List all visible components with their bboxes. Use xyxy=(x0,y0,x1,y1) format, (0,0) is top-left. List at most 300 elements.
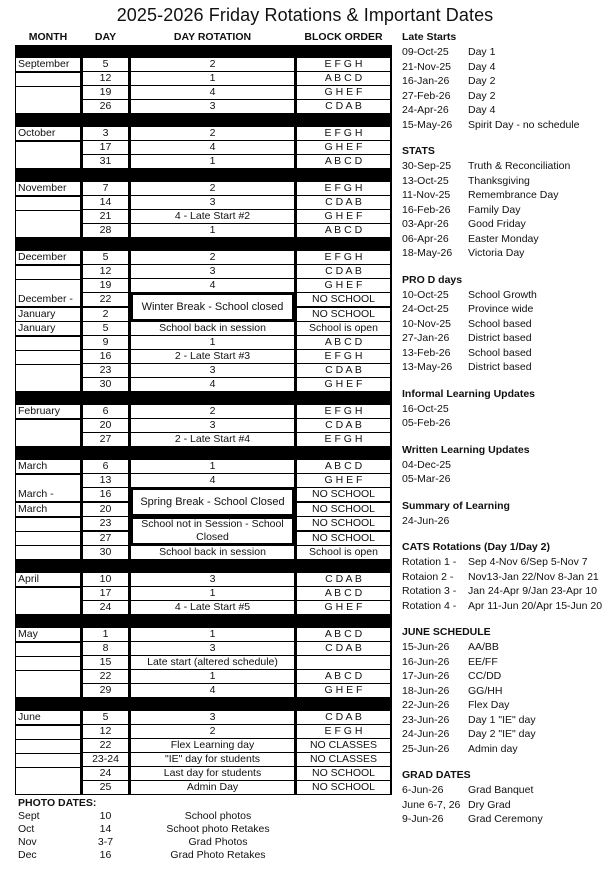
day-cell xyxy=(82,433,130,447)
rotation-cell xyxy=(130,460,296,474)
day-value: 10 xyxy=(83,573,128,586)
table-row xyxy=(15,265,392,279)
rotation-cell xyxy=(130,251,296,265)
month-cell xyxy=(15,224,82,238)
date-row xyxy=(402,798,610,813)
month-cell xyxy=(15,100,82,114)
date-row xyxy=(402,570,610,585)
day-value: 2 xyxy=(83,308,128,321)
date-description: Sep 4-Nov 6/Sep 5-Nov 7 xyxy=(468,556,588,568)
date-row xyxy=(402,60,610,75)
date-description: Day 4 xyxy=(468,104,496,116)
day-value: 5 xyxy=(83,251,128,264)
rotation-value: Late start (altered schedule) xyxy=(131,656,294,669)
photo-month: Nov xyxy=(18,836,37,848)
table-row xyxy=(15,378,392,392)
date-row xyxy=(402,217,610,232)
day-cell xyxy=(82,405,130,419)
rotation-cell xyxy=(130,100,296,114)
day-cell xyxy=(82,601,130,615)
block-order-cell xyxy=(296,100,392,114)
rotation-cell xyxy=(130,293,296,322)
rotation-value: "IE" day for students xyxy=(131,753,294,766)
month-value xyxy=(16,224,80,237)
block-order-cell xyxy=(296,72,392,86)
block-order-value: C D A B xyxy=(297,642,390,655)
table-row xyxy=(15,279,392,293)
day-value: 30 xyxy=(83,546,128,559)
date-row xyxy=(402,416,610,431)
month-value xyxy=(16,280,80,293)
date-row xyxy=(402,159,610,174)
month-value xyxy=(16,518,80,531)
month-value: March xyxy=(16,503,80,516)
date-description: Apr 11-Jun 20/Apr 15-Jun 20 xyxy=(468,599,603,612)
date-description: AA/BB xyxy=(468,641,499,653)
month-value xyxy=(16,142,80,155)
important-dates-sidebar xyxy=(402,30,610,839)
day-cell xyxy=(82,182,130,196)
month-value xyxy=(16,155,80,168)
day-cell xyxy=(82,322,130,336)
divider-cell xyxy=(15,560,392,573)
table-row xyxy=(15,753,392,767)
day-value: 15 xyxy=(83,656,128,669)
day-cell xyxy=(82,587,130,601)
day-cell xyxy=(82,336,130,350)
rotation-cell xyxy=(130,405,296,419)
date-row xyxy=(402,402,610,417)
month-cell xyxy=(15,781,82,795)
date-row xyxy=(402,713,610,728)
rotation-cell xyxy=(130,350,296,364)
rotation-cell xyxy=(130,182,296,196)
block-order-cell xyxy=(296,517,392,532)
day-value: 22 xyxy=(83,293,128,306)
table-row xyxy=(15,656,392,670)
date-value: 16-Jun-26 xyxy=(402,655,450,668)
month-value xyxy=(16,754,80,767)
column-header-month xyxy=(15,31,82,45)
date-value: 13-Feb-26 xyxy=(402,346,451,359)
rotation-cell xyxy=(130,601,296,615)
day-value: 13 xyxy=(83,474,128,487)
date-row xyxy=(402,331,610,346)
block-order-cell xyxy=(296,141,392,155)
day-cell xyxy=(82,86,130,100)
block-order-value: A B C D xyxy=(297,155,390,168)
day-cell xyxy=(82,642,130,656)
day-cell xyxy=(82,127,130,141)
divider-cell xyxy=(15,447,392,460)
rotation-value: 4 xyxy=(131,474,294,487)
date-row xyxy=(402,742,610,757)
block-order-cell xyxy=(296,656,392,670)
sidebar-section xyxy=(402,30,610,132)
month-cell xyxy=(15,405,82,419)
rotation-cell xyxy=(130,378,296,392)
month-value xyxy=(16,351,80,364)
rotation-cell xyxy=(130,279,296,293)
date-value: 24-Jun-26 xyxy=(402,728,450,740)
sidebar-section xyxy=(402,625,610,756)
date-row xyxy=(402,232,610,247)
photo-month: Sept xyxy=(18,810,40,822)
day-value: 3 xyxy=(83,127,128,140)
day-cell xyxy=(82,141,130,155)
date-value: 18-Jun-26 xyxy=(402,684,450,697)
month-value xyxy=(16,546,80,559)
table-row xyxy=(15,127,392,141)
day-value: 26 xyxy=(83,100,128,113)
day-value: 12 xyxy=(83,725,128,738)
date-value: 22-Jun-26 xyxy=(402,699,450,711)
month-cell xyxy=(15,601,82,615)
block-order-cell xyxy=(296,336,392,350)
date-description: CC/DD xyxy=(468,670,502,682)
block-order-cell xyxy=(296,182,392,196)
day-value: 16 xyxy=(83,350,128,363)
date-row xyxy=(402,246,610,261)
section-title: Informal Learning Updates xyxy=(402,387,536,400)
day-cell xyxy=(82,573,130,587)
date-description: School Growth xyxy=(468,288,537,301)
block-order-cell xyxy=(296,210,392,224)
section-divider xyxy=(15,615,392,628)
header-label: DAY xyxy=(83,31,128,44)
rotation-cell xyxy=(130,127,296,141)
month-value xyxy=(16,657,80,670)
month-value: February xyxy=(16,405,80,418)
column-header-block-order xyxy=(296,31,392,45)
month-value: January xyxy=(16,322,80,335)
month-cell xyxy=(15,573,82,587)
friday-rotations-table xyxy=(15,31,392,795)
section-title: GRAD DATES xyxy=(402,769,471,781)
month-value xyxy=(16,433,80,446)
table-row xyxy=(15,767,392,781)
date-row xyxy=(402,783,610,798)
rotation-cell xyxy=(130,474,296,488)
rotation-value: 1 xyxy=(131,670,294,683)
month-value xyxy=(16,532,80,545)
date-description: Nov13-Jan 22/Nov 8-Jan 21 xyxy=(468,570,599,583)
rotation-cell xyxy=(130,196,296,210)
rotation-cell xyxy=(130,322,296,336)
date-row xyxy=(402,203,610,218)
date-description: District based xyxy=(468,361,532,373)
block-order-cell xyxy=(296,601,392,615)
rotation-merged-value: Winter Break - School closed xyxy=(131,293,294,321)
rotation-cell xyxy=(130,419,296,433)
day-cell xyxy=(82,350,130,364)
date-description: Victoria Day xyxy=(468,247,525,259)
date-row xyxy=(402,346,610,361)
month-cell xyxy=(15,474,82,488)
date-row xyxy=(402,555,610,570)
month-value xyxy=(16,211,80,224)
date-value: June 6-7, 26 xyxy=(402,798,461,811)
day-value: 5 xyxy=(83,322,128,335)
block-order-cell xyxy=(296,293,392,308)
block-order-value: School is open xyxy=(297,322,390,335)
date-row xyxy=(402,45,610,60)
day-cell xyxy=(82,474,130,488)
block-order-value: E F G H xyxy=(297,182,390,195)
block-order-cell xyxy=(296,308,392,323)
photo-day: 14 xyxy=(99,823,112,835)
block-order-cell xyxy=(296,378,392,392)
table-row xyxy=(15,628,392,642)
day-cell xyxy=(82,155,130,169)
date-value: 10-Oct-25 xyxy=(402,288,449,301)
sidebar-section xyxy=(402,273,610,375)
day-value: 20 xyxy=(83,503,128,516)
day-value: 16 xyxy=(83,488,128,501)
block-order-value: E F G H xyxy=(297,350,390,363)
date-description: School based xyxy=(468,317,532,330)
day-cell xyxy=(82,58,130,72)
table-row xyxy=(15,684,392,698)
photo-date-row xyxy=(18,823,293,836)
rotation-merged-value: School not in Session - School Closed xyxy=(131,517,294,545)
month-value xyxy=(16,420,80,433)
day-value: 28 xyxy=(83,224,128,237)
block-order-value: E F G H xyxy=(297,725,390,738)
block-order-value: C D A B xyxy=(297,711,390,724)
month-cell xyxy=(15,628,82,642)
date-row xyxy=(402,360,610,375)
day-value: 24 xyxy=(83,601,128,614)
section-title: PRO D days xyxy=(402,273,463,286)
date-row xyxy=(402,655,610,670)
column-header-day xyxy=(82,31,130,45)
date-description: Day 1 xyxy=(468,46,496,58)
date-description: Province wide xyxy=(468,303,534,315)
divider-cell xyxy=(15,114,392,127)
day-value: 19 xyxy=(83,86,128,99)
block-order-value: E F G H xyxy=(297,127,390,140)
block-order-cell xyxy=(296,405,392,419)
month-value xyxy=(16,726,80,739)
month-cell xyxy=(15,433,82,447)
rotation-cell xyxy=(130,753,296,767)
month-cell xyxy=(15,127,82,141)
day-cell xyxy=(82,503,130,518)
section-divider xyxy=(15,169,392,182)
month-cell xyxy=(15,711,82,725)
month-cell xyxy=(15,419,82,433)
date-description: Day 2 xyxy=(468,89,496,102)
section-divider xyxy=(15,392,392,405)
date-value: 15-May-26 xyxy=(402,118,453,131)
date-value: 06-Apr-26 xyxy=(402,232,449,245)
column-header-day-rotation xyxy=(130,31,296,45)
date-description: GG/HH xyxy=(468,684,503,697)
rotation-value: 2 xyxy=(131,251,294,264)
day-cell xyxy=(82,224,130,238)
rotation-value: 2 xyxy=(131,127,294,140)
date-value: 11-Nov-25 xyxy=(402,189,451,201)
section-title: Written Learning Updates xyxy=(402,443,530,456)
month-cell xyxy=(15,350,82,364)
date-value: Rotaion 2 - xyxy=(402,570,454,583)
photo-date-row xyxy=(18,836,293,849)
rotation-cell xyxy=(130,517,296,546)
block-order-value: G H E F xyxy=(297,378,390,391)
date-row xyxy=(402,288,610,303)
block-order-cell xyxy=(296,670,392,684)
date-row xyxy=(402,698,610,713)
photo-event: Grad Photos xyxy=(188,836,248,848)
table-row xyxy=(15,587,392,601)
rotation-value: Last day for students xyxy=(131,767,294,780)
day-cell xyxy=(82,100,130,114)
block-order-cell xyxy=(296,532,392,547)
block-order-cell xyxy=(296,739,392,753)
month-cell xyxy=(15,141,82,155)
month-cell xyxy=(15,182,82,196)
block-order-cell xyxy=(296,628,392,642)
section-title: JUNE SCHEDULE xyxy=(402,626,491,638)
month-value: March xyxy=(16,460,80,473)
table-row xyxy=(15,293,392,308)
date-row xyxy=(402,599,610,614)
day-cell xyxy=(82,656,130,670)
divider-cell xyxy=(15,392,392,405)
table-row xyxy=(15,58,392,72)
date-row xyxy=(402,812,610,827)
month-value xyxy=(16,73,80,86)
rotation-cell xyxy=(130,336,296,350)
rotation-cell xyxy=(130,364,296,378)
rotation-value: 1 xyxy=(131,224,294,237)
rotation-value: Admin Day xyxy=(131,781,294,794)
rotation-value: 3 xyxy=(131,364,294,377)
date-row xyxy=(402,584,610,599)
table-row xyxy=(15,155,392,169)
month-cell xyxy=(15,364,82,378)
month-value: November xyxy=(16,182,80,195)
photo-event: Schoot photo Retakes xyxy=(166,823,270,835)
day-cell xyxy=(82,308,130,323)
header-label: DAY ROTATION xyxy=(131,31,294,44)
month-value: October xyxy=(16,127,80,140)
block-order-value: NO SCHOOL xyxy=(297,293,390,306)
day-cell xyxy=(82,293,130,308)
table-row xyxy=(15,196,392,210)
date-value: 17-Jun-26 xyxy=(402,670,450,682)
rotation-value: 1 xyxy=(131,155,294,168)
month-cell xyxy=(15,684,82,698)
month-value xyxy=(16,768,80,781)
block-order-cell xyxy=(296,58,392,72)
date-description: Spirit Day - no schedule xyxy=(468,118,580,131)
date-description: Family Day xyxy=(468,203,521,216)
date-value: 21-Nov-25 xyxy=(402,60,452,73)
day-cell xyxy=(82,378,130,392)
block-order-value: G H E F xyxy=(297,279,390,292)
rotation-value: School back in session xyxy=(131,546,294,559)
block-order-value xyxy=(297,656,390,669)
month-cell xyxy=(15,308,82,323)
rotation-value: 1 xyxy=(131,72,294,85)
date-value: Rotation 3 - xyxy=(402,585,457,597)
date-value: 16-Oct-25 xyxy=(402,402,449,415)
rotation-value: 3 xyxy=(131,711,294,724)
month-value xyxy=(16,601,80,614)
rotation-value: 2 xyxy=(131,725,294,738)
block-order-cell xyxy=(296,419,392,433)
date-value: 10-Nov-25 xyxy=(402,317,452,330)
block-order-value: C D A B xyxy=(297,573,390,586)
month-value xyxy=(16,588,80,601)
month-cell xyxy=(15,155,82,169)
month-value xyxy=(16,197,80,210)
table-row xyxy=(15,474,392,488)
rotation-cell xyxy=(130,587,296,601)
block-order-value: C D A B xyxy=(297,419,390,432)
month-value xyxy=(16,671,80,684)
block-order-cell xyxy=(296,711,392,725)
date-description: Good Friday xyxy=(468,218,526,230)
rotation-value: 1 xyxy=(131,587,294,600)
day-value: 25 xyxy=(83,781,128,794)
month-cell xyxy=(15,265,82,279)
month-cell xyxy=(15,210,82,224)
day-cell xyxy=(82,546,130,560)
date-row xyxy=(402,89,610,104)
sidebar-section xyxy=(402,443,610,487)
table-row xyxy=(15,141,392,155)
day-value: 20 xyxy=(83,419,128,432)
block-order-cell xyxy=(296,753,392,767)
block-order-value: School is open xyxy=(297,546,390,559)
block-order-value: A B C D xyxy=(297,72,390,85)
month-cell xyxy=(15,532,82,547)
block-order-value: A B C D xyxy=(297,670,390,683)
block-order-cell xyxy=(296,265,392,279)
day-cell xyxy=(82,725,130,739)
day-value: 17 xyxy=(83,587,128,600)
date-description: Grad Banquet xyxy=(468,784,534,796)
date-description: District based xyxy=(468,332,532,344)
rotation-cell xyxy=(130,546,296,560)
block-order-cell xyxy=(296,781,392,795)
day-cell xyxy=(82,251,130,265)
sidebar-section xyxy=(402,144,610,261)
block-order-cell xyxy=(296,364,392,378)
day-value: 29 xyxy=(83,684,128,697)
table-row xyxy=(15,322,392,336)
day-value: 23-24 xyxy=(83,753,128,766)
date-value: 24-Oct-25 xyxy=(402,303,449,315)
day-cell xyxy=(82,419,130,433)
block-order-value: NO SCHOOL xyxy=(297,532,390,545)
block-order-value: NO SCHOOL xyxy=(297,503,390,516)
month-value xyxy=(16,87,80,100)
date-value: 25-Jun-26 xyxy=(402,742,450,755)
month-cell xyxy=(15,293,82,308)
month-cell xyxy=(15,251,82,265)
day-cell xyxy=(82,767,130,781)
block-order-value: NO SCHOOL xyxy=(297,781,390,794)
month-value: September xyxy=(16,58,80,71)
section-divider xyxy=(15,238,392,251)
block-order-cell xyxy=(296,684,392,698)
block-order-value: NO SCHOOL xyxy=(297,488,390,501)
header-label: MONTH xyxy=(16,31,80,44)
